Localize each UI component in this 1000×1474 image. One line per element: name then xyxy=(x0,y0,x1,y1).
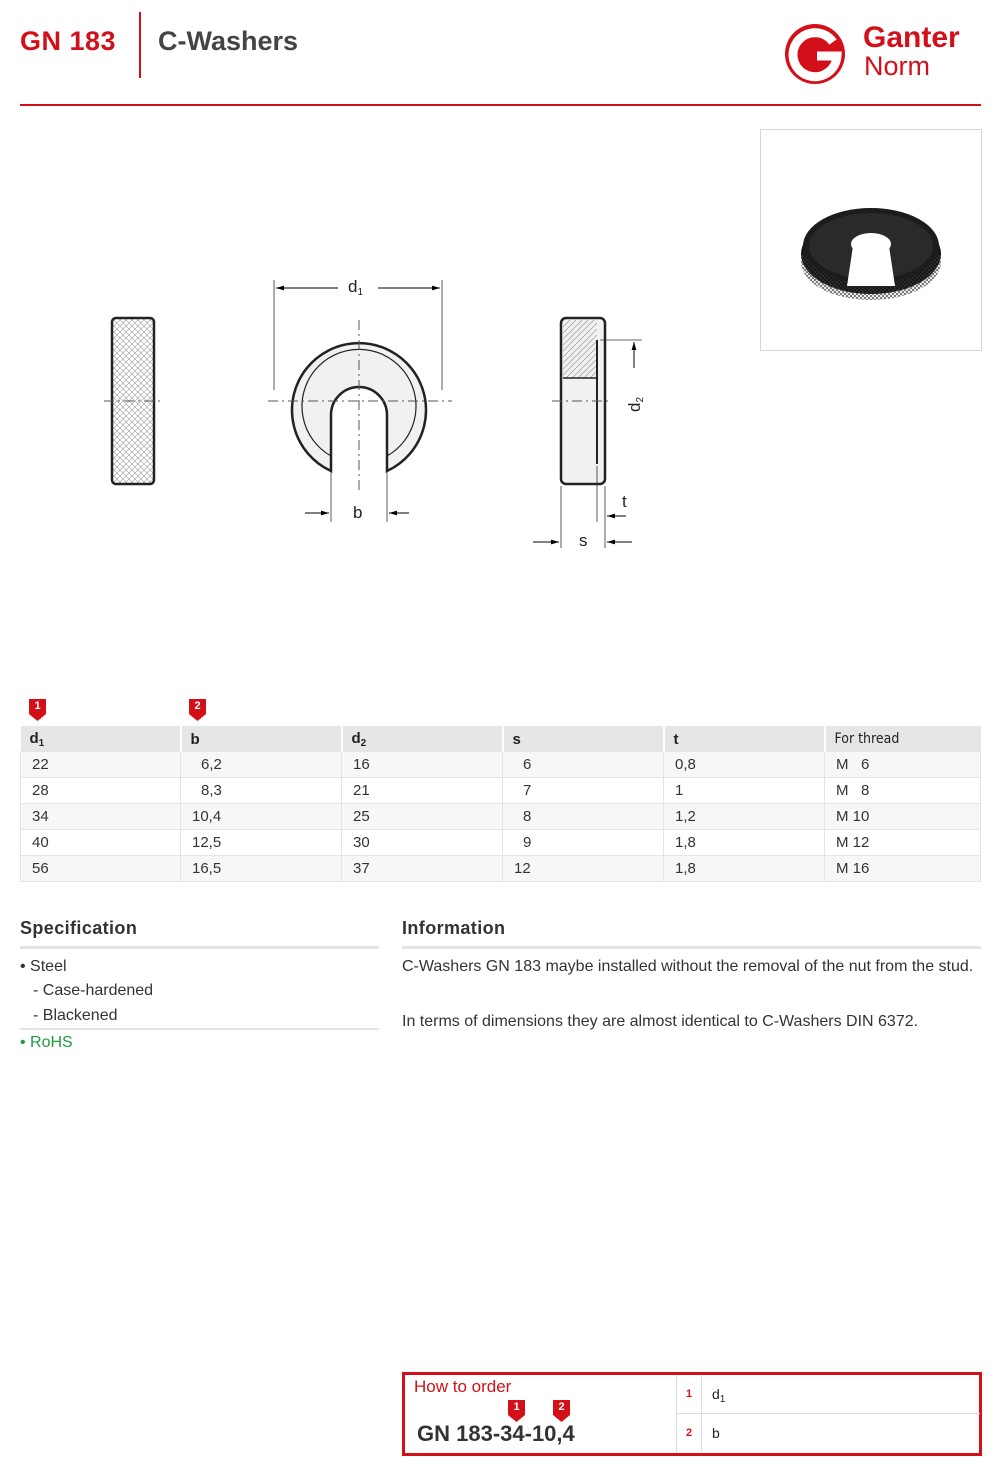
information-rule xyxy=(402,946,981,949)
cell-b: 8,3 xyxy=(181,778,342,804)
dim-label-b: b xyxy=(353,503,363,522)
order-marker-1-label: 1 xyxy=(513,1401,520,1413)
table-row xyxy=(21,778,981,804)
order-legend xyxy=(676,1375,980,1453)
cell-s: 7 xyxy=(503,778,664,804)
col-header-t: t xyxy=(664,726,825,752)
cell-s: 6 xyxy=(503,752,664,778)
order-legend-label: $d_1$ xyxy=(712,1386,726,1405)
cell-thread: M 6 xyxy=(825,752,981,778)
cell-d2: 21 xyxy=(342,778,503,804)
cell-t: 0,8 xyxy=(664,752,825,778)
dim-label-d2: $d_2$ xyxy=(625,396,646,412)
col-header-d1: $d_1$ xyxy=(21,726,181,752)
cell-t: 1,2 xyxy=(664,804,825,830)
col-header-d2: $d_2$ xyxy=(342,726,503,752)
information-heading: Information xyxy=(402,918,506,938)
cell-b: 10,4 xyxy=(181,804,342,830)
cell-d2: 30 xyxy=(342,830,503,856)
cell-d2: 25 xyxy=(342,804,503,830)
product-photo xyxy=(760,129,982,351)
spec-divider xyxy=(20,1028,379,1030)
logo-text-ganter: Ganter xyxy=(863,21,960,54)
product-code: GN 183 xyxy=(20,26,117,56)
table-row xyxy=(21,830,981,856)
section-view xyxy=(533,318,642,548)
cell-thread: M 12 xyxy=(825,830,981,856)
page-title: C-Washers xyxy=(158,26,299,56)
spec-item-steel: • Steel xyxy=(20,958,67,975)
cell-thread: M 10 xyxy=(825,804,981,830)
header-divider xyxy=(139,12,141,78)
cell-t: 1 xyxy=(664,778,825,804)
cell-t: 1,8 xyxy=(664,830,825,856)
how-to-order-box xyxy=(402,1372,982,1456)
dim-label-s: s xyxy=(579,531,588,550)
cell-d1: 34 xyxy=(21,804,181,830)
side-view-knurled xyxy=(104,318,162,484)
order-example xyxy=(405,1375,676,1453)
col-header-b: b xyxy=(181,726,342,752)
col-header-thread: For thread xyxy=(825,726,981,752)
table-row xyxy=(21,804,981,830)
dim-label-t: t xyxy=(622,492,627,511)
table-header-row xyxy=(21,726,981,752)
ganter-logo-icon xyxy=(783,22,847,86)
cell-b: 6,2 xyxy=(181,752,342,778)
order-marker-2-label: 2 xyxy=(558,1401,565,1413)
specification-rule xyxy=(20,946,379,949)
cell-thread: M 8 xyxy=(825,778,981,804)
cell-t: 1,8 xyxy=(664,856,825,882)
cell-s: 8 xyxy=(503,804,664,830)
cell-b: 12,5 xyxy=(181,830,342,856)
cell-d1: 22 xyxy=(21,752,181,778)
logo-text-norm: Norm xyxy=(864,51,930,81)
header-rule xyxy=(20,104,981,106)
marker-2-label: 2 xyxy=(194,700,201,712)
col-header-s: s xyxy=(503,726,664,752)
cell-b: 16,5 xyxy=(181,856,342,882)
cell-s: 9 xyxy=(503,830,664,856)
dimensions-table xyxy=(20,726,981,882)
spec-rohs: • RoHS xyxy=(20,1034,73,1051)
spec-item-blackened: - Blackened xyxy=(33,1007,118,1024)
cell-s: 12 xyxy=(503,856,664,882)
order-legend-num: 1 xyxy=(677,1375,702,1413)
order-code: GN 183-34-10,4 xyxy=(417,1421,575,1446)
order-legend-row xyxy=(677,1375,980,1414)
cell-d1: 28 xyxy=(21,778,181,804)
cell-thread: M 16 xyxy=(825,856,981,882)
cell-d1: 56 xyxy=(21,856,181,882)
cell-d2: 37 xyxy=(342,856,503,882)
order-title: How to order xyxy=(414,1377,512,1396)
information-paragraph-1: C-Washers GN 183 maybe installed without the removal of the nut from the stud. xyxy=(402,958,974,975)
table-row xyxy=(21,856,981,882)
cell-d2: 16 xyxy=(342,752,503,778)
table-row xyxy=(21,752,981,778)
specification-heading: Specification xyxy=(20,918,138,938)
cell-d1: 40 xyxy=(21,830,181,856)
front-view-c-shape xyxy=(268,280,452,522)
information-paragraph-2: In terms of dimensions they are almost identical to C-Washers DIN 6372. xyxy=(402,1013,919,1030)
spec-item-case-hardened: - Case-hardened xyxy=(33,982,154,999)
dim-label-d1: $d_1$ xyxy=(348,277,364,298)
marker-1-label: 1 xyxy=(34,700,41,712)
order-legend-num: 2 xyxy=(677,1414,702,1452)
order-legend-label: b xyxy=(712,1425,720,1441)
order-legend-row xyxy=(677,1414,980,1452)
